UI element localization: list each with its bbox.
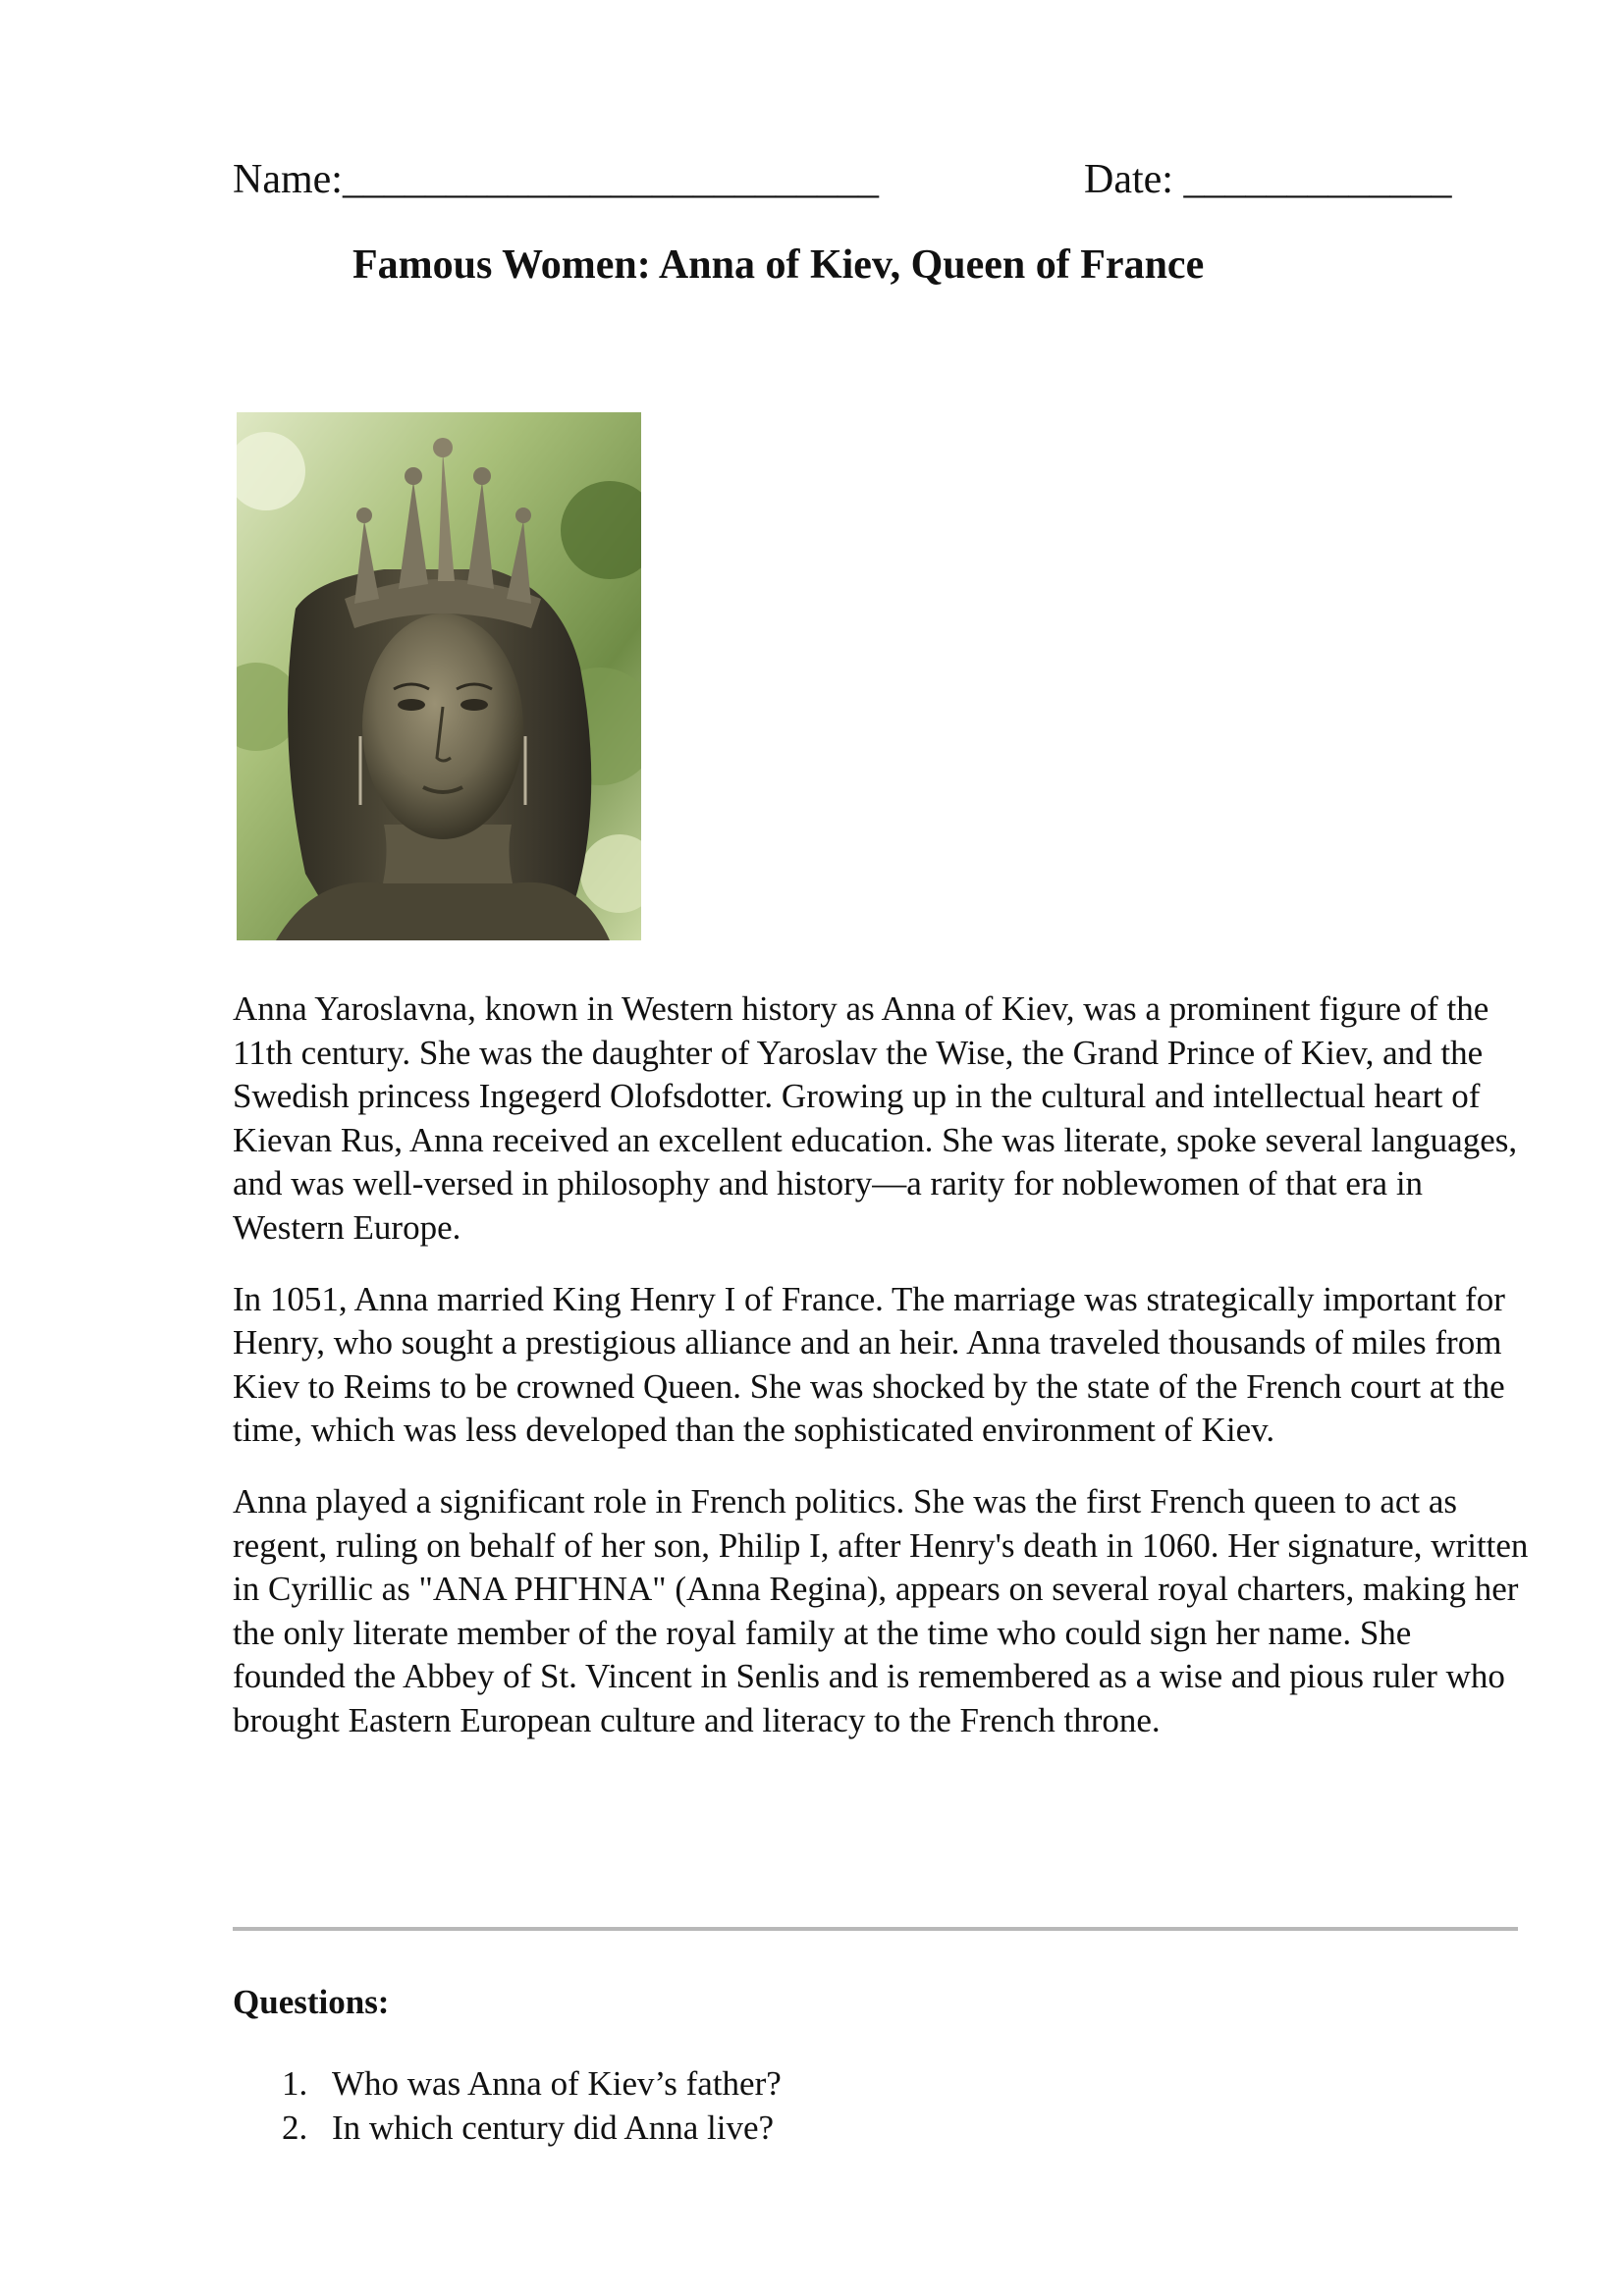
question-text: In which century did Anna live? [332,2108,775,2147]
question-number: 2. [282,2108,308,2147]
paragraph-marriage: In 1051, Anna married King Henry I of France. The marriage was strategically important for Henry, who sought a prestigious alliance and an heir. Anna traveled thousands of miles from Kiev to Reims to be crowned Queen. She was shocked by the state of the French court at the time, which was less developed than the sophisticated environment of Kiev. [233,1279,1505,1450]
question-text: Who was Anna of Kiev’s father? [332,2064,782,2103]
question-item [233,2107,782,2151]
paragraph-legacy: Anna played a significant role in French politics. She was the first French queen to act as regent, ruling on behalf of her son, Philip I, after Henry's death in 1060. Her signature, written in Cyrillic as "ΑΝΑ ΡΗΓΗΝΑ" (Anna Regina), appears on several royal charters, making her the only literate member of the royal family at the time who could sign her name. She founded the Abbey of St. Vincent in Senlis and is remembered as a wise and pious ruler who brought Eastern European culture and literacy to the French throne. [233,1481,1529,1739]
question-item [233,2062,782,2107]
questions-list [233,2062,782,2150]
page-title: Famous Women: Anna of Kiev, Queen of France [352,242,1205,288]
date-field-line[interactable]: Date: _____________ [1084,157,1452,202]
article-body [233,988,1529,1771]
statue-portrait-image [237,412,641,940]
questions-heading: Questions: [233,1983,390,2021]
horizontal-divider [233,1927,1518,1931]
paragraph-early-life: Anna Yaroslavna, known in Western history as Anna of Kiev, was a prominent figure of the 11th century. She was the daughter of Yaroslav the Wise, the Grand Prince of Kiev, and the Swedish princess Ingegerd Olofsdotter. Growing up in the cultural and intellectual heart of Kievan Rus, Anna received an excellent education. She was literate, spoke several languages, and was well-versed in philosophy and history—a rarity for noblewomen of that era in Western Europe. [233,989,1518,1247]
question-number: 1. [282,2064,308,2103]
name-field-line[interactable]: Name:__________________________ [233,157,879,202]
